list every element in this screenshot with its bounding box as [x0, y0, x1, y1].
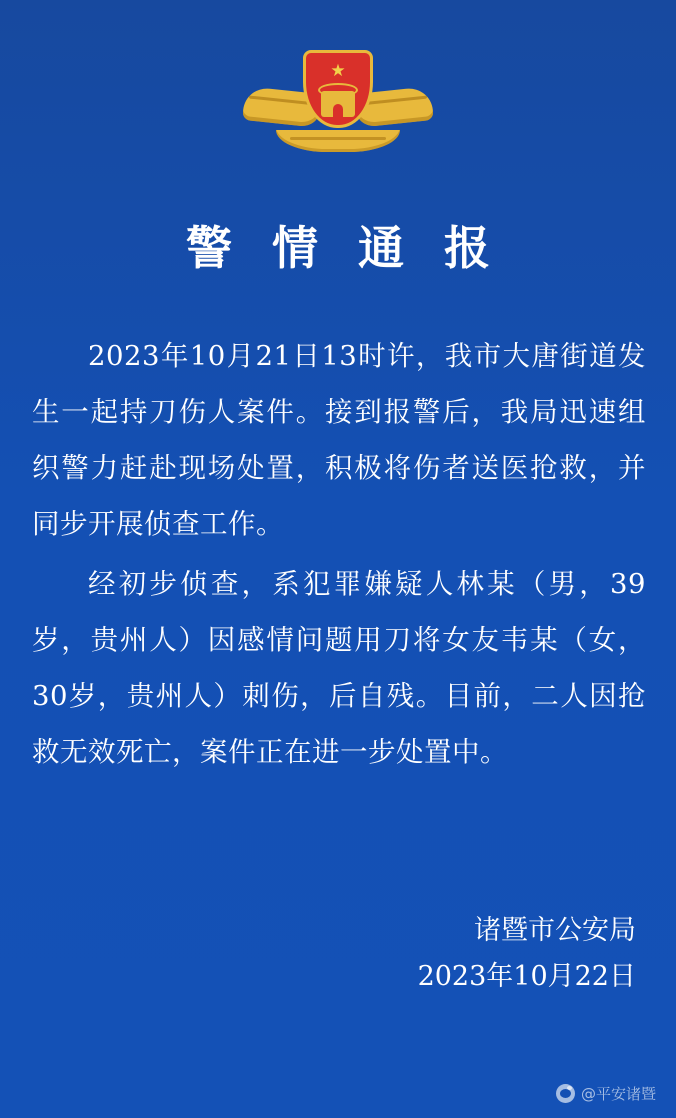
- notice-body: [32, 328, 646, 780]
- emblem-gate: [321, 91, 355, 117]
- signature-block: [418, 908, 636, 1000]
- watermark-label: @平安诸暨: [580, 1085, 656, 1103]
- weibo-icon: [556, 1084, 575, 1103]
- notice-paragraph-1: 2023年10月21日13时许，我市大唐街道发生一起持刀伤人案件。接到报警后，我局迅速组织警力赶赴现场处置，积极将伤者送医抢救，并同步开展侦查工作。: [32, 340, 646, 540]
- signature-date: 2023年10月22日: [417, 961, 636, 992]
- notice-paragraph-2: 经初步侦查，系犯罪嫌疑人林某（男，39岁，贵州人）因感情问题用刀将女友韦某（女，30岁，贵州人）刺伤，后自残。目前，二人因抢救无效死亡，案件正在进一步处置中。: [32, 568, 646, 768]
- china-police-emblem-icon: [243, 46, 433, 158]
- watermark: [556, 1083, 656, 1104]
- emblem-base: [276, 130, 400, 152]
- page-title: 警 情 通 报: [185, 221, 503, 275]
- emblem-container: [0, 0, 676, 158]
- signature-issuer: 诸暨市公安局: [474, 915, 636, 946]
- emblem-star-icon: ★: [330, 61, 346, 80]
